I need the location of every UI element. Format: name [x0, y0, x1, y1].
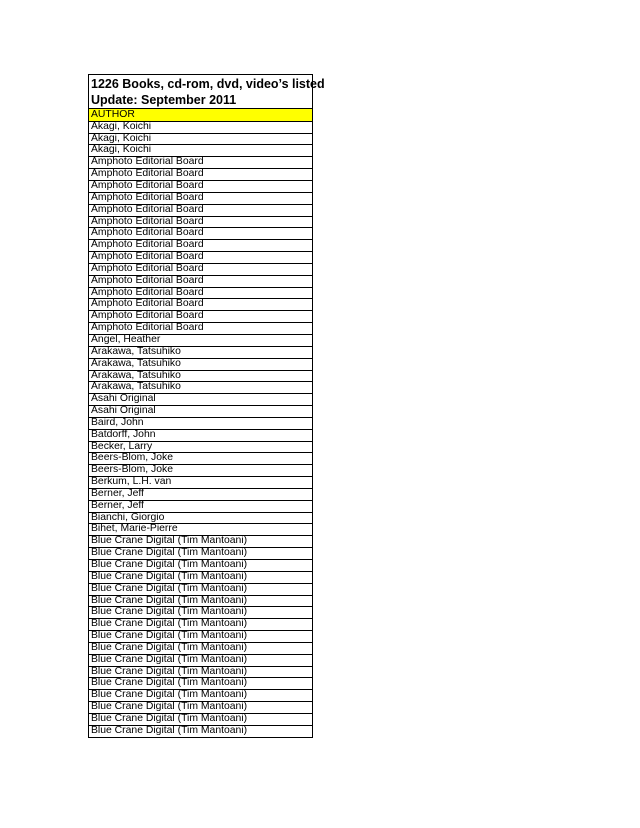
author-row: Arakawa, Tatsuhiko	[89, 359, 312, 371]
author-row: Amphoto Editorial Board	[89, 264, 312, 276]
author-row: Amphoto Editorial Board	[89, 299, 312, 311]
author-row: Blue Crane Digital (Tim Mantoani)	[89, 667, 312, 679]
author-row: Blue Crane Digital (Tim Mantoani)	[89, 690, 312, 702]
author-row: Amphoto Editorial Board	[89, 240, 312, 252]
author-row: Amphoto Editorial Board	[89, 276, 312, 288]
author-row: Amphoto Editorial Board	[89, 157, 312, 169]
author-row: Amphoto Editorial Board	[89, 228, 312, 240]
author-row: Becker, Larry	[89, 442, 312, 454]
author-row: Amphoto Editorial Board	[89, 169, 312, 181]
author-row: Blue Crane Digital (Tim Mantoani)	[89, 596, 312, 608]
author-row: Arakawa, Tatsuhiko	[89, 371, 312, 383]
author-row: Amphoto Editorial Board	[89, 205, 312, 217]
author-row: Amphoto Editorial Board	[89, 311, 312, 323]
author-row: Blue Crane Digital (Tim Mantoani)	[89, 702, 312, 714]
author-sheet	[88, 74, 325, 738]
author-row: Asahi Original	[89, 406, 312, 418]
author-row: Blue Crane Digital (Tim Mantoani)	[89, 631, 312, 643]
author-row: Akagi, Koichi	[89, 134, 312, 146]
author-row: Berkum, L.H. van	[89, 477, 312, 489]
author-row: Bianchi, Giorgio	[89, 513, 312, 525]
author-row: Amphoto Editorial Board	[89, 288, 312, 300]
author-row: Blue Crane Digital (Tim Mantoani)	[89, 643, 312, 655]
sheet-update-date: Update: September 2011	[91, 93, 237, 107]
author-row: Amphoto Editorial Board	[89, 181, 312, 193]
author-row: Blue Crane Digital (Tim Mantoani)	[89, 560, 312, 572]
author-column-header: AUTHOR	[89, 109, 312, 122]
author-row: Amphoto Editorial Board	[89, 217, 312, 229]
author-row: Angel, Heather	[89, 335, 312, 347]
author-row: Blue Crane Digital (Tim Mantoani)	[89, 655, 312, 667]
author-row: Amphoto Editorial Board	[89, 193, 312, 205]
sheet-title: 1226 Books, cd-rom, dvd, video’s listed	[91, 77, 325, 91]
author-row: Blue Crane Digital (Tim Mantoani)	[89, 607, 312, 619]
author-row: Blue Crane Digital (Tim Mantoani)	[89, 536, 312, 548]
author-row: Arakawa, Tatsuhiko	[89, 382, 312, 394]
author-row: Bihet, Marie-Pierre	[89, 524, 312, 536]
author-row: Blue Crane Digital (Tim Mantoani)	[89, 714, 312, 726]
author-row: Berner, Jeff	[89, 501, 312, 513]
author-row: Arakawa, Tatsuhiko	[89, 347, 312, 359]
author-row: Berner, Jeff	[89, 489, 312, 501]
author-list	[89, 122, 312, 737]
author-row: Asahi Original	[89, 394, 312, 406]
author-row: Blue Crane Digital (Tim Mantoani)	[89, 572, 312, 584]
author-row: Blue Crane Digital (Tim Mantoani)	[89, 584, 312, 596]
author-row: Blue Crane Digital (Tim Mantoani)	[89, 548, 312, 560]
author-row: Batdorff, John	[89, 430, 312, 442]
author-row: Amphoto Editorial Board	[89, 252, 312, 264]
sheet-title-block	[89, 75, 325, 109]
author-row: Beers-Blom, Joke	[89, 465, 312, 477]
author-row: Blue Crane Digital (Tim Mantoani)	[89, 678, 312, 690]
author-row: Beers-Blom, Joke	[89, 453, 312, 465]
author-row: Blue Crane Digital (Tim Mantoani)	[91, 725, 248, 736]
author-row: Blue Crane Digital (Tim Mantoani)	[89, 619, 312, 631]
author-row: Akagi, Koichi	[89, 122, 312, 134]
author-row: Baird, John	[89, 418, 312, 430]
author-row: Amphoto Editorial Board	[89, 323, 312, 335]
author-row: Akagi, Koichi	[89, 145, 312, 157]
